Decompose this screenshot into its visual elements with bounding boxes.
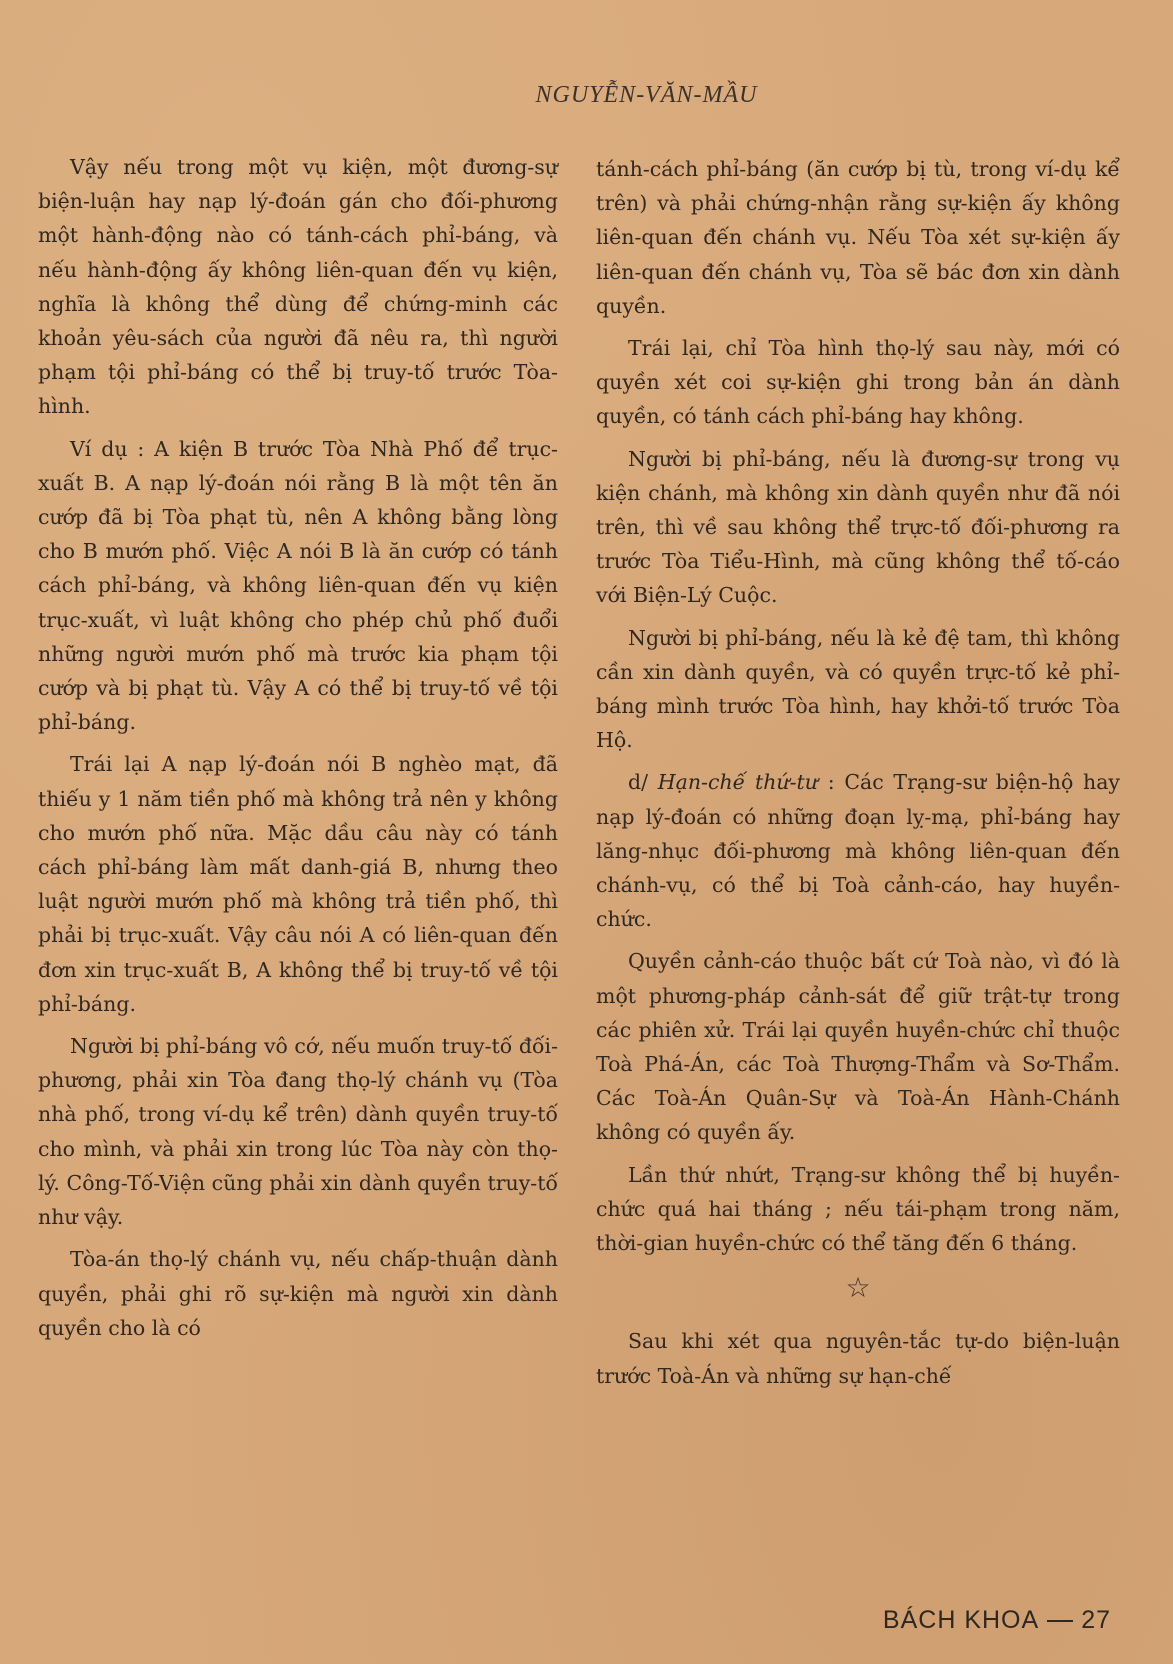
page-footer [883, 1606, 1111, 1635]
paragraph: Quyền cảnh-cáo thuộc bất cứ Toà nào, vì đó là một phương-pháp cảnh-sát để giữ trật-tự trong các phiên xử. Trái lại quyền huyền-chức chỉ thuộc Toà Phá-Án, các Toà Thượng-Thẩm và Sơ-Thẩm. Các Toà-Án Quân-Sự và Toà-Án Hành-Chánh không có quyền ấy. [596, 949, 1120, 1145]
footer-dash [1047, 1620, 1073, 1622]
page-number: 27 [1081, 1606, 1111, 1634]
running-head-author: NGUYỄN-VĂN-MẦU [535, 82, 758, 108]
star-separator-icon: ☆ [845, 1271, 871, 1305]
paragraph: Sau khi xét qua nguyên-tắc tự-do biện-luận trước Toà-Án và những sự hạn-chế [596, 1329, 1120, 1388]
right-column [596, 152, 1120, 1401]
paragraph: Ví dụ : A kiện B trước Tòa Nhà Phố để trục-xuất B. A nạp lý-đoán nói rằng B là một tên ăn cướp đã bị Tòa phạt tù, nên A không bằng lòng cho B mướn phố. Việc A nói B là ăn cướp có tánh cách phỉ-báng, và không liên-quan đến vụ kiện trục-xuất, vì luật không cho phép chủ phố đuổi những người mướn phố mà trước kia phạm tội cướp và bị phạt tù. Vậy A có thể bị truy-tố về tội phỉ-báng. [38, 436, 558, 735]
paragraph: Trái lại A nạp lý-đoán nói B nghèo mạt, đã thiếu y 1 năm tiền phố mà không trả nên y không cho mướn phố nữa. Mặc dầu câu này có tánh cách phỉ-báng làm mất danh-giá B, nhưng theo luật người mướn phố mà không trả tiền phố, thì phải bị trục-xuất. Vậy câu nói A có liên-quan đến đơn xin trục-xuất B, A không thể bị truy-tố về tội phỉ-báng. [38, 752, 558, 1016]
section-text: : Các Trạng-sư biện-hộ hay nạp lý-đoán có những đoạn lỵ-mạ, phỉ-báng hay lăng-nhục đối-phương mà không liên-quan đến chánh-vụ, có thể bị Toà cảnh-cáo, hay huyền-chức. [596, 770, 1120, 932]
paragraph: Người bị phỉ-báng vô cớ, nếu muốn truy-tố đối-phương, phải xin Tòa đang thọ-lý chánh vụ (Tòa nhà phố, trong ví-dụ kể trên) dành quyền truy-tố cho mình, và phải xin trong lúc Tòa này còn thọ-lý. Công-Tố-Viện cũng phải xin dành quyền truy-tố như vậy. [38, 1034, 558, 1230]
paragraph: Lần thứ nhứt, Trạng-sư không thể bị huyền-chức quá hai tháng ; nếu tái-phạm trong năm, thời-gian huyền-chức có thể tăng đến 6 tháng. [596, 1162, 1120, 1256]
paragraph: Trái lại, chỉ Tòa hình thọ-lý sau này, mới có quyền xét coi sự-kiện ghi trong bản án dành quyền, có tánh cách phỉ-báng hay không. [596, 336, 1120, 429]
paragraph: Người bị phỉ-báng, nếu là kẻ đệ tam, thì không cần xin dành quyền, và có quyền trực-tố kẻ phỉ-báng mình trước Tòa hình, hay khởi-tố trước Tòa Hộ. [596, 625, 1120, 753]
section-heading: Hạn-chế thứ-tư [657, 770, 818, 795]
paragraph: Vậy nếu trong một vụ kiện, một đương-sự biện-luận hay nạp lý-đoán gán cho đối-phương một hành-động nào có tánh-cách phỉ-báng, và nếu hành-động ấy không liên-quan đến vụ kiện, nghĩa là không thể dùng để chứng-minh các khoản yêu-sách của người đã nêu ra, thì người phạm tội phỉ-báng có thể bị truy-tố trước Tòa-hình. [38, 155, 558, 419]
paragraph: Người bị phỉ-báng, nếu là đương-sự trong vụ kiện chánh, mà không xin dành quyền như đã nói trên, thì về sau không thể trực-tố đối-phương ra trước Tòa Tiểu-Hình, mà cũng không thể tố-cáo với Biện-Lý Cuộc. [596, 446, 1120, 608]
paragraph-section-d [596, 765, 1120, 936]
section-marker: d/ [628, 770, 658, 795]
paragraph: tánh-cách phỉ-báng (ăn cướp bị tù, trong ví-dụ kể trên) và phải chứng-nhận rằng sự-kiện ấy không liên-quan đến chánh vụ. Nếu Tòa xét sự-kiện ấy liên-quan đến chánh vụ, Tòa sẽ bác đơn xin dành quyền. [596, 157, 1120, 318]
publication-name: BÁCH KHOA [882, 1606, 1040, 1634]
left-column [38, 150, 558, 1353]
paragraph: Tòa-án thọ-lý chánh vụ, nếu chấp-thuận dành quyền, phải ghi rõ sự-kiện mà người xin dành quyền cho là có [38, 1247, 558, 1340]
